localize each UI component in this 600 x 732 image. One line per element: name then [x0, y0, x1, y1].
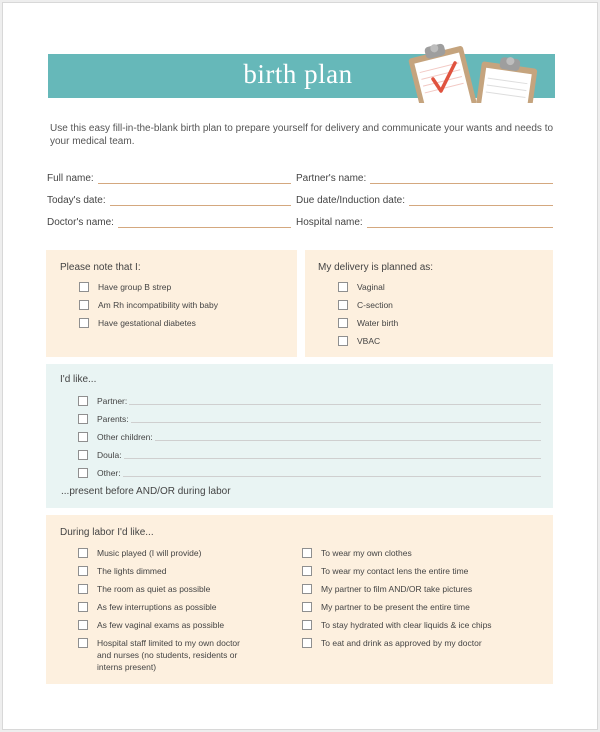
- labor-item[interactable]: [302, 583, 472, 595]
- page-title: birth plan: [243, 59, 353, 89]
- labor-section: [46, 515, 553, 684]
- checkbox[interactable]: [78, 602, 88, 612]
- labor-item-label: Hospital staff limited to my own doctor: [97, 638, 240, 648]
- like-item-line[interactable]: [155, 431, 541, 441]
- doctors-name-field[interactable]: [47, 214, 291, 228]
- doctors-name-label: Doctor's name:: [47, 217, 114, 228]
- delivery-item-label: Vaginal: [357, 282, 385, 292]
- labor-item[interactable]: [78, 547, 201, 559]
- like-item[interactable]: [78, 395, 541, 407]
- like-item-line[interactable]: [129, 395, 541, 405]
- delivery-section: [305, 250, 553, 357]
- like-item[interactable]: [78, 467, 541, 479]
- labor-item-label: To eat and drink as approved by my doctor: [321, 638, 482, 648]
- hospital-name-field[interactable]: [296, 214, 553, 228]
- delivery-item[interactable]: [338, 299, 393, 311]
- labor-item[interactable]: [302, 565, 468, 577]
- todays-date-label: Today's date:: [47, 195, 106, 206]
- delivery-item-label: C-section: [357, 300, 393, 310]
- like-item-line[interactable]: [124, 449, 541, 459]
- like-item-label: Partner:: [97, 396, 128, 406]
- labor-item[interactable]: [302, 619, 492, 631]
- checkbox[interactable]: [79, 318, 89, 328]
- labor-item-label: To wear my own clothes: [321, 548, 412, 558]
- like-item[interactable]: [78, 413, 541, 425]
- like-item-line[interactable]: [123, 467, 541, 477]
- checkbox[interactable]: [338, 300, 348, 310]
- partners-name-field[interactable]: [296, 170, 553, 184]
- like-title: I'd like...: [60, 374, 97, 385]
- due-date-label: Due date/Induction date:: [296, 195, 405, 206]
- labor-item-label: The lights dimmed: [97, 566, 167, 576]
- like-item-label: Other:: [97, 468, 121, 478]
- like-footer: ...present before AND/OR during labor: [61, 486, 231, 497]
- checkbox[interactable]: [302, 566, 312, 576]
- clipboard-icon: [473, 55, 543, 103]
- labor-item[interactable]: [78, 601, 217, 613]
- checkbox[interactable]: [78, 566, 88, 576]
- checkbox[interactable]: [79, 282, 89, 292]
- checkbox[interactable]: [78, 414, 88, 424]
- delivery-item[interactable]: [338, 281, 385, 293]
- note-item-label: Am Rh incompatibility with baby: [98, 300, 218, 310]
- like-section: [46, 364, 553, 508]
- labor-title: During labor I'd like...: [60, 527, 154, 538]
- labor-item-label: My partner to film AND/OR take pictures: [321, 584, 473, 594]
- note-item[interactable]: [79, 317, 196, 329]
- checkbox[interactable]: [302, 638, 312, 648]
- doctors-name-line[interactable]: [118, 216, 291, 228]
- labor-item[interactable]: [78, 619, 224, 631]
- checkbox[interactable]: [78, 620, 88, 630]
- delivery-item-label: VBAC: [357, 336, 381, 346]
- todays-date-field[interactable]: [47, 192, 291, 206]
- checkbox[interactable]: [302, 584, 312, 594]
- labor-item[interactable]: [78, 565, 166, 577]
- labor-item[interactable]: [302, 547, 412, 559]
- note-section: [46, 250, 297, 357]
- checkbox[interactable]: [78, 396, 88, 406]
- labor-item-text: [97, 637, 240, 673]
- checkbox[interactable]: [302, 602, 312, 612]
- full-name-line[interactable]: [98, 172, 291, 184]
- labor-item-label: interns present): [97, 662, 157, 672]
- note-item-label: Have group B strep: [98, 282, 172, 292]
- checkbox[interactable]: [338, 336, 348, 346]
- document-page: [2, 2, 598, 730]
- checkbox[interactable]: [78, 638, 88, 648]
- hospital-name-label: Hospital name:: [296, 217, 363, 228]
- labor-item-label: To wear my contact lens the entire time: [321, 566, 469, 576]
- clipboard-check-icon: [403, 41, 483, 103]
- like-item-label: Parents:: [97, 414, 129, 424]
- checkbox[interactable]: [79, 300, 89, 310]
- checkbox[interactable]: [78, 548, 88, 558]
- labor-item[interactable]: [302, 637, 482, 649]
- checkbox[interactable]: [78, 584, 88, 594]
- hospital-name-line[interactable]: [367, 216, 553, 228]
- like-item-line[interactable]: [131, 413, 541, 423]
- checkbox[interactable]: [338, 318, 348, 328]
- labor-item-label: and nurses (no students, residents or: [97, 650, 238, 660]
- note-item[interactable]: [79, 299, 218, 311]
- checkbox[interactable]: [78, 432, 88, 442]
- due-date-field[interactable]: [296, 192, 553, 206]
- labor-item-label: As few vaginal exams as possible: [97, 620, 225, 630]
- labor-item-label: My partner to be present the entire time: [321, 602, 470, 612]
- like-item[interactable]: [78, 431, 541, 443]
- delivery-item[interactable]: [338, 335, 380, 347]
- full-name-field[interactable]: [47, 170, 291, 184]
- labor-item[interactable]: [78, 637, 240, 673]
- labor-item-label: As few interruptions as possible: [97, 602, 217, 612]
- like-item[interactable]: [78, 449, 541, 461]
- due-date-line[interactable]: [409, 194, 553, 206]
- labor-item[interactable]: [302, 601, 470, 613]
- full-name-label: Full name:: [47, 173, 94, 184]
- partners-name-line[interactable]: [370, 172, 553, 184]
- labor-item[interactable]: [78, 583, 210, 595]
- like-item-label: Doula:: [97, 450, 122, 460]
- partners-name-label: Partner's name:: [296, 173, 367, 184]
- like-item-label: Other children:: [97, 432, 153, 442]
- labor-item-label: To stay hydrated with clear liquids & ice chips: [321, 620, 492, 630]
- labor-item-label: Music played (I will provide): [97, 548, 202, 558]
- checkbox[interactable]: [302, 620, 312, 630]
- labor-item-label: The room as quiet as possible: [97, 584, 211, 594]
- checkbox[interactable]: [78, 450, 88, 460]
- todays-date-line[interactable]: [110, 194, 291, 206]
- note-item-label: Have gestational diabetes: [98, 318, 196, 328]
- checkbox[interactable]: [338, 282, 348, 292]
- checkbox[interactable]: [78, 468, 88, 478]
- intro-text: Use this easy fill-in-the-blank birth plan to prepare yourself for delivery and communicate your wants and needs to your medical team.: [50, 123, 554, 147]
- delivery-item[interactable]: [338, 317, 398, 329]
- checkbox[interactable]: [302, 548, 312, 558]
- delivery-title: My delivery is planned as:: [318, 262, 434, 273]
- note-item[interactable]: [79, 281, 171, 293]
- note-title: Please note that I:: [60, 262, 141, 273]
- delivery-item-label: Water birth: [357, 318, 399, 328]
